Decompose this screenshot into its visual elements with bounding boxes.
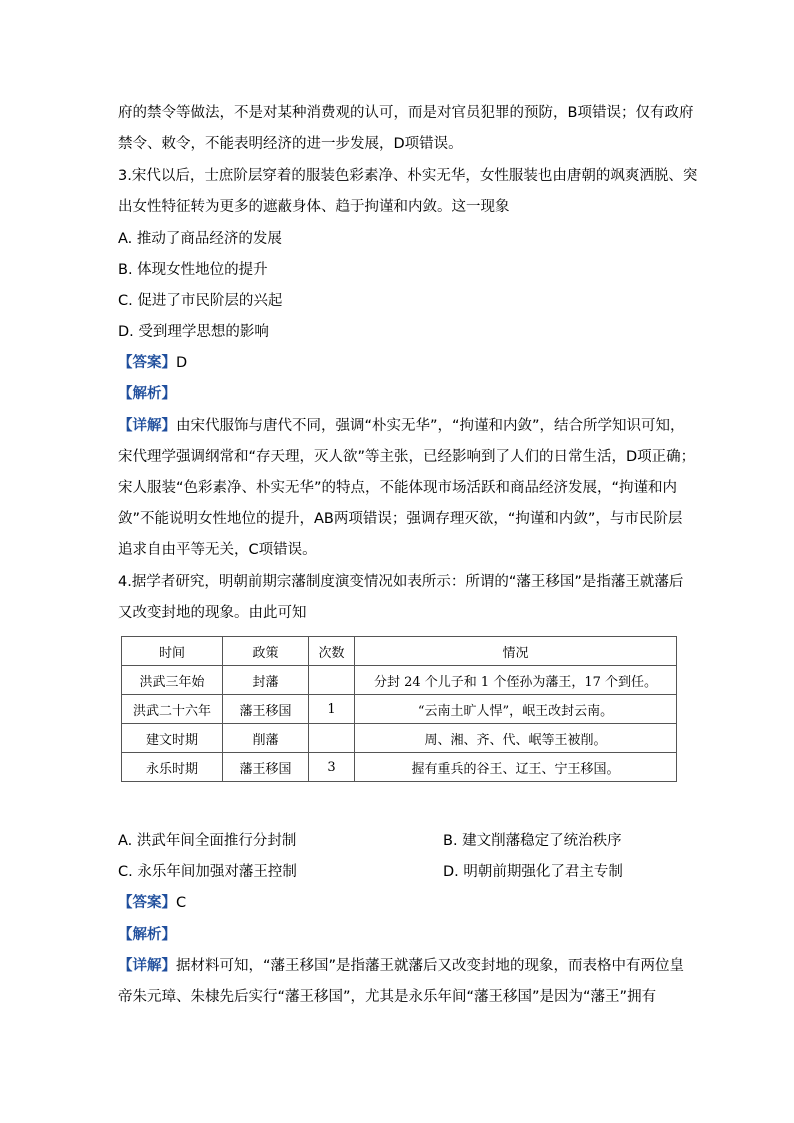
q4-answer bbox=[118, 893, 186, 913]
detail-tag: 【详解】 bbox=[118, 418, 176, 434]
q4-option-c: C. 永乐年间加强对藩王控制 bbox=[118, 864, 297, 880]
q4-stem-1: 4.据学者研究，明朝前期宗藩制度演变情况如表所示：所谓的“藩王移国”是指藩王就藩后 bbox=[118, 574, 684, 590]
table-cell: 3 bbox=[309, 753, 355, 782]
table-header-cell: 情况 bbox=[355, 637, 677, 666]
q3-stem-2: 出女性特征转为更多的遮蔽身体、趋于拘谨和内敛。这一现象 bbox=[118, 199, 510, 215]
detail-tag: 【详解】 bbox=[118, 958, 176, 974]
table-cell: 藩王移国 bbox=[223, 695, 309, 724]
answer-tag: 【答案】 bbox=[118, 355, 176, 371]
q3-detail-4: 敛”不能说明女性地位的提升，AB两项错误；强调存理灭欲，“拘谨和内敛”，与市民阶层 bbox=[118, 511, 683, 527]
q3-detail-1 bbox=[118, 416, 685, 436]
q4-detail-2: 帝朱元璋、朱棣先后实行“藩王移国”，尤其是永乐年间“藩王移国”是因为“藩王”拥有 bbox=[118, 989, 657, 1005]
q3-stem-1: 3.宋代以后，士庶阶层穿着的服装色彩素净、朴实无华，女性服装也由唐朝的飒爽洒脱、突 bbox=[118, 168, 698, 184]
table-header-cell: 时间 bbox=[122, 637, 223, 666]
table-cell: 藩王移国 bbox=[223, 753, 309, 782]
table-header-cell: 政策 bbox=[223, 637, 309, 666]
table-cell: 削藩 bbox=[223, 724, 309, 753]
analysis-tag: 【解析】 bbox=[118, 386, 176, 402]
table-header-cell: 次数 bbox=[309, 637, 355, 666]
q3-option-c: C. 促进了市民阶层的兴起 bbox=[118, 293, 283, 309]
detail-text: 由宋代服饰与唐代不同，强调“朴实无华”，“拘谨和内敛”，结合所学知识可知， bbox=[176, 418, 685, 434]
q3-analysis-tag bbox=[118, 384, 176, 404]
intro-line-2: 禁令、敕令，不能表明经济的进一步发展，D项错误。 bbox=[118, 136, 463, 152]
table-cell: 洪武二十六年 bbox=[122, 695, 223, 724]
table-cell: 永乐时期 bbox=[122, 753, 223, 782]
table-row bbox=[122, 666, 677, 695]
table-row bbox=[122, 724, 677, 753]
table-cell: 洪武三年始 bbox=[122, 666, 223, 695]
answer-tag: 【答案】 bbox=[118, 895, 176, 911]
table-cell bbox=[309, 666, 355, 695]
table-cell: “云南土旷人悍”，岷王改封云南。 bbox=[355, 695, 677, 724]
detail-text: 据材料可知，“藩王移国”是指藩王就藩后又改变封地的现象，而表格中有两位皇 bbox=[176, 958, 685, 974]
table-header-row bbox=[122, 637, 677, 666]
answer-value: D bbox=[176, 355, 188, 371]
q4-stem-2: 又改变封地的现象。由此可知 bbox=[118, 605, 307, 621]
analysis-tag: 【解析】 bbox=[118, 927, 176, 943]
q3-option-a: A. 推动了商品经济的发展 bbox=[118, 231, 282, 247]
q3-detail-3: 宋人服装“色彩素净、朴实无华”的特点，不能体现市场活跃和商品经济发展，“拘谨和内 bbox=[118, 480, 678, 496]
q3-option-b: B. 体现女性地位的提升 bbox=[118, 262, 268, 278]
q4-option-b: B. 建文削藩稳定了统治秩序 bbox=[443, 833, 622, 849]
q3-detail-5: 追求自由平等无关，C项错误。 bbox=[118, 542, 317, 558]
table-cell bbox=[309, 724, 355, 753]
q3-answer bbox=[118, 353, 187, 373]
table-row bbox=[122, 753, 677, 782]
answer-value: C bbox=[176, 895, 187, 911]
table-cell: 1 bbox=[309, 695, 355, 724]
q3-option-d: D. 受到理学思想的影响 bbox=[118, 324, 269, 340]
table-cell: 握有重兵的谷王、辽王、宁王移国。 bbox=[355, 753, 677, 782]
table-cell: 分封 24 个儿子和 1 个侄孙为藩王，17 个到任。 bbox=[355, 666, 677, 695]
q4-option-d: D. 明朝前期强化了君主专制 bbox=[443, 864, 623, 880]
q4-analysis-tag bbox=[118, 925, 176, 945]
table-cell: 周、湘、齐、代、岷等王被削。 bbox=[355, 724, 677, 753]
intro-line-1: 府的禁令等做法，不是对某种消费观的认可，而是对官员犯罪的预防，B项错误；仅有政府 bbox=[118, 105, 694, 121]
policy-table bbox=[121, 636, 677, 782]
q3-detail-2: 宋代理学强调纲常和“存天理，灭人欲”等主张，已经影响到了人们的日常生活，D项正确； bbox=[118, 449, 696, 465]
table-cell: 建文时期 bbox=[122, 724, 223, 753]
table-cell: 封藩 bbox=[223, 666, 309, 695]
q4-detail-1 bbox=[118, 956, 684, 976]
q4-option-a: A. 洪武年间全面推行分封制 bbox=[118, 833, 297, 849]
table-row bbox=[122, 695, 677, 724]
